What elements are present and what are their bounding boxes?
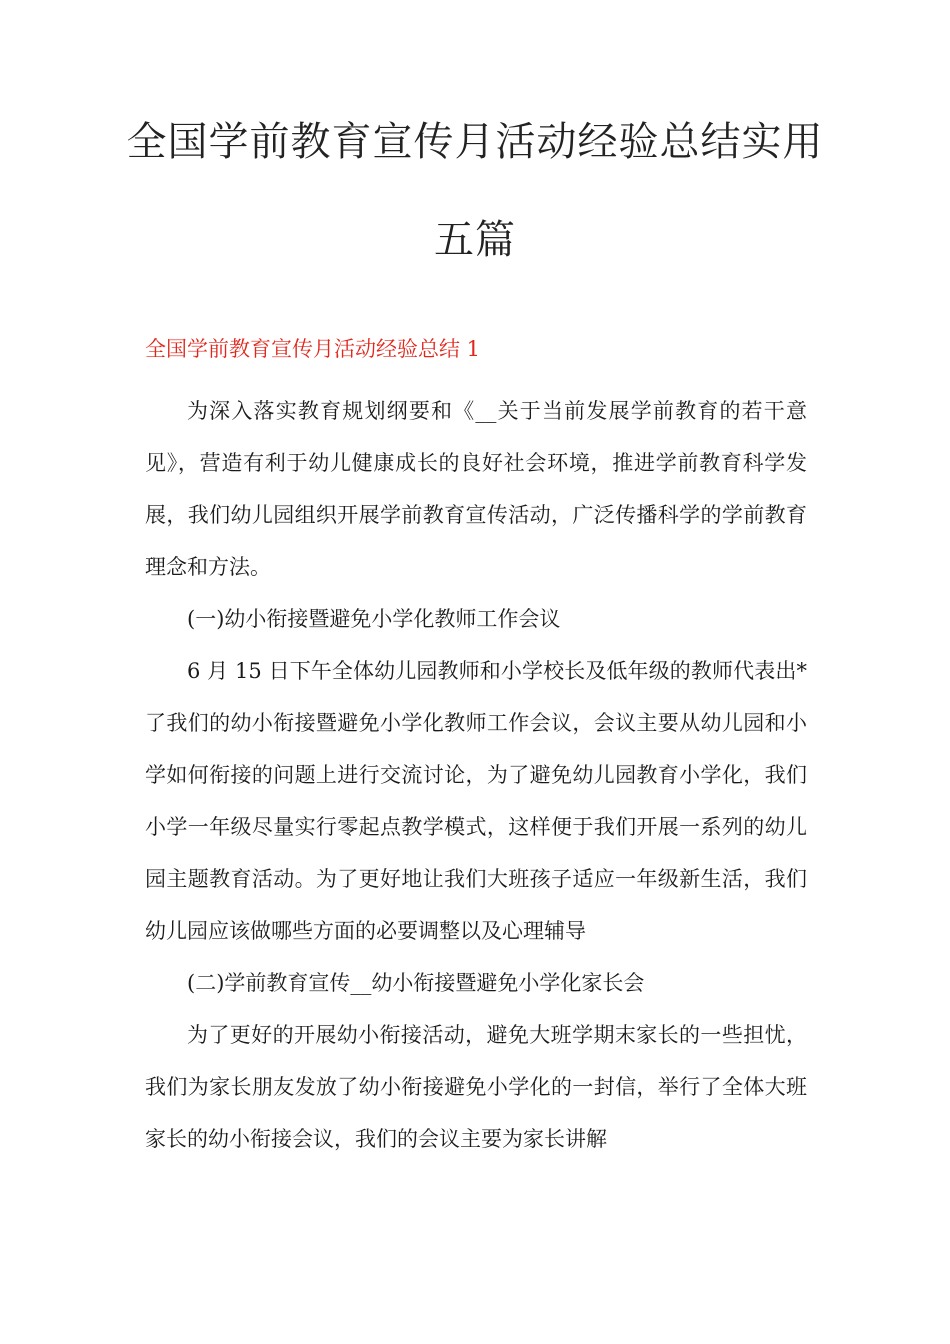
- subsection-heading-2: (二)学前教育宣传__幼小衔接暨避免小学化家长会: [187, 971, 645, 995]
- document-body: [145, 385, 807, 1165]
- body-paragraph: 6 月 15 日下午全体幼儿园教师和小学校长及低年级的教师代表出*了我们的幼小衔接暨避免小学化教师工作会议，会议主要从幼儿园和小学如何衔接的问题上进行交流讨论，为了避免幼儿园教育小学化，我们小学一年级尽量实行零起点教学模式，这样便于我们开展一系列的幼儿园主题教育活动。为了更好地让我们大班孩子适应一年级新生活，我们幼儿园应该做哪些方面的必要调整以及心理辅导: [145, 659, 807, 943]
- document-title-line-1: 全国学前教育宣传月活动经验总结实用: [126, 119, 824, 165]
- body-paragraph: 为了更好的开展幼小衔接活动，避免大班学期末家长的一些担忧，我们为家长朋友发放了幼小衔接避免小学化的一封信，举行了全体大班家长的幼小衔接会议，我们的会议主要为家长讲解: [145, 1023, 807, 1151]
- document-title-line-2: 五篇: [434, 217, 516, 263]
- intro-paragraph: 为深入落实教育规划纲要和《__关于当前发展学前教育的若干意见》，营造有利于幼儿健康成长的良好社会环境，推进学前教育科学发展，我们幼儿园组织开展学前教育宣传活动，广泛传播科学的学前教育理念和方法。: [145, 399, 807, 579]
- subsection-heading-1: (一)幼小衔接暨避免小学化教师工作会议: [187, 607, 561, 631]
- section-heading: 全国学前教育宣传月活动经验总结 1: [145, 337, 481, 361]
